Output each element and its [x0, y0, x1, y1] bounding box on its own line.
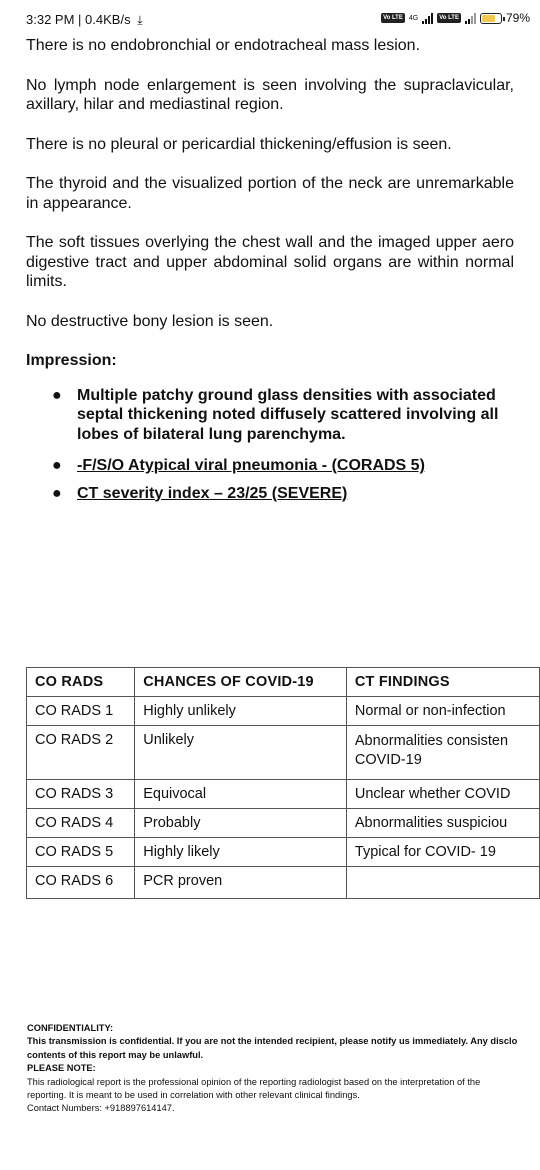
battery-icon [480, 13, 502, 24]
impression-item: ● Multiple patchy ground glass densities with associated septal thickening noted diffusely scattered involving all lobes of bilateral lung parenchyma. [52, 386, 499, 443]
impression-list [26, 386, 514, 504]
table-cell: CO RADS 5 [27, 838, 135, 867]
download-icon: ⤓ [137, 13, 143, 27]
table-cell: Normal or non-infection [346, 697, 539, 726]
report-paragraph: The thyroid and the visualized portion of the neck are unremarkable in appearance. [26, 175, 514, 212]
impression-item: ● -F/S/O Atypical viral pneumonia - (CORADS 5) [52, 457, 425, 474]
table-row [27, 780, 540, 809]
table-cell: CO RADS 4 [27, 809, 135, 838]
report-paragraph: There is no pleural or pericardial thickening/effusion is seen. [26, 135, 452, 153]
report-paragraph: There is no endobronchial or endotracheal mass lesion. [26, 37, 421, 54]
table-row [27, 867, 540, 899]
note-text: reporting. It is meant to be used in correlation with other relevant clinical findings. [27, 1090, 360, 1101]
table-cell: PCR proven [135, 867, 347, 899]
confidentiality-text: This transmission is confidential. If you are not the intended recipient, please notify us immediately. Any disclo [27, 1036, 518, 1047]
signal-icon-2 [465, 12, 476, 24]
table-cell: CO RADS 1 [27, 697, 135, 726]
signal-icon [422, 12, 433, 24]
table-cell: Unclear whether COVID [346, 780, 539, 809]
report-body [26, 36, 514, 503]
impression-item: ● CT severity index – 23/25 (SEVERE) [52, 484, 348, 502]
table-row [27, 726, 540, 780]
report-paragraph: No lymph node enlargement is seen involving the supraclavicular, axillary, hilar and mediastinal region. [26, 76, 514, 113]
table-row [27, 809, 540, 838]
status-icons [381, 11, 530, 25]
table-row [27, 697, 540, 726]
note-text: This radiological report is the professional opinion of the reporting radiologist based on the interpretation of the [27, 1076, 481, 1087]
table-header: CO RADS [27, 668, 135, 697]
table-cell: Equivocal [135, 780, 347, 809]
report-paragraph: No destructive bony lesion is seen. [26, 312, 274, 330]
table-cell: Typical for COVID- 19 [346, 838, 539, 867]
note-heading: PLEASE NOTE: [27, 1063, 96, 1074]
table-cell: CO RADS 3 [27, 780, 135, 809]
bullet-icon: ● [52, 457, 62, 474]
contact-numbers: Contact Numbers: +918897614147. [27, 1103, 175, 1114]
corads-table [26, 667, 540, 899]
report-paragraph: The soft tissues overlying the chest wall and the imaged upper aero digestive tract and upper abdominal solid organs are within normal limits. [26, 234, 514, 290]
table-row [27, 838, 540, 867]
table-cell: Abnormalities consisten COVID-19 [346, 726, 539, 780]
table-header: CT FINDINGS [346, 668, 539, 697]
volte-icon-2: Vo LTE [439, 15, 459, 21]
battery-percent: 79% [505, 11, 530, 25]
table-cell: CO RADS 2 [27, 726, 135, 780]
table-cell: Highly unlikely [135, 697, 347, 726]
status-bar [0, 0, 540, 38]
volte-icon: Vo LTE [383, 15, 403, 21]
network-speed: 0.4KB/s [85, 12, 131, 27]
confidentiality-heading: CONFIDENTIALITY: [27, 1023, 114, 1033]
impression-heading: Impression: [26, 352, 117, 369]
confidentiality-text: contents of this report may be unlawful. [27, 1049, 204, 1060]
bullet-icon: ● [52, 386, 62, 404]
table-header-row [27, 668, 540, 697]
table-cell: Abnormalities suspiciou [346, 809, 539, 838]
table-header: CHANCES OF COVID-19 [135, 668, 347, 697]
network-type: 4G [408, 14, 419, 22]
table-cell: Unlikely [135, 726, 347, 780]
bullet-icon: ● [52, 484, 62, 502]
table-cell: CO RADS 6 [27, 867, 135, 899]
status-time: 3:32 PM [26, 12, 75, 27]
status-time-and-speed: 3:32 PM | 0.4KB/s ⤓ [26, 12, 143, 27]
table-cell: Probably [135, 809, 347, 838]
table-cell [346, 867, 539, 899]
report-footer [27, 1022, 540, 1116]
table-cell: Highly likely [135, 838, 347, 867]
